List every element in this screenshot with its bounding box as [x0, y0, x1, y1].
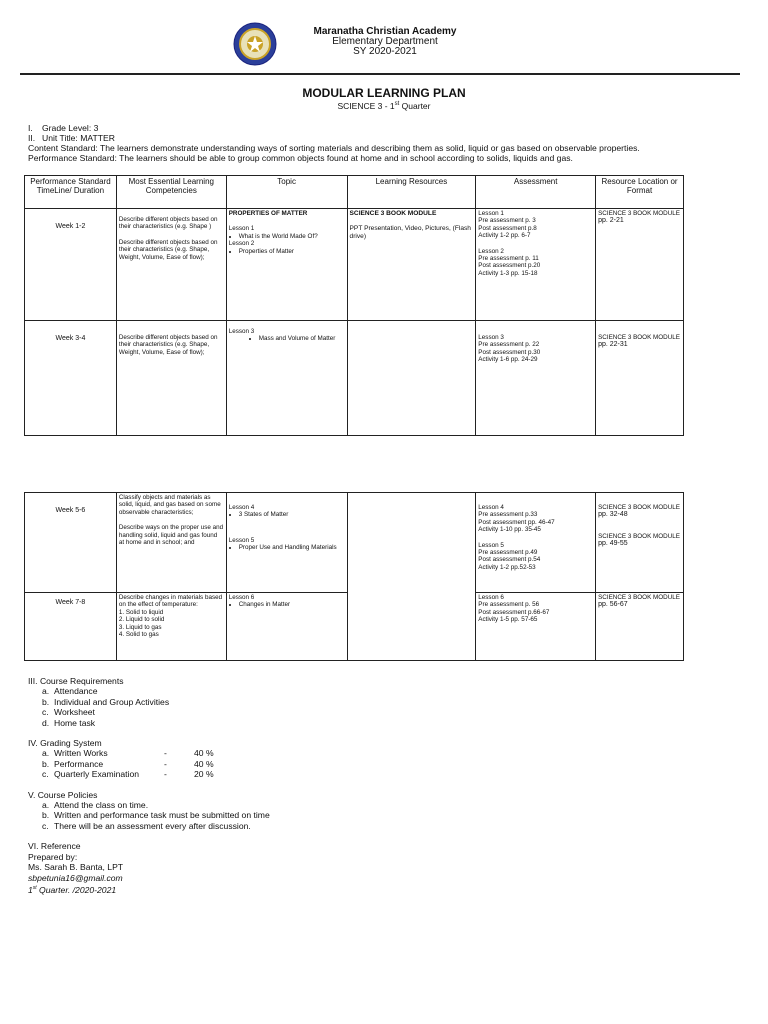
location-cell: SCIENCE 3 BOOK MODULE pp. 22-31 — [596, 321, 684, 436]
plan-title: MODULAR LEARNING PLAN — [302, 86, 466, 100]
assessment-cell: Lesson 6 Pre assessment p. 56 Post assessment p.66-67 Activity 1-5 pp. 57-65 — [476, 593, 596, 661]
week-label: Week 3-4 — [25, 321, 117, 436]
course-details — [28, 676, 270, 905]
competency-cell: Describe different objects based on their characteristics (e.g. Shape ) Describe different objects based on their characteristics (e.g. Shape, Weight, Volume, Ease of flow); — [116, 209, 226, 321]
header-topic: Topic — [226, 176, 347, 209]
school-year: SY 2020-2021 — [353, 46, 417, 57]
course-policies: V. Course Policies a. Attend the class on time. b. Written and performance task must be submitted on time c. There will be an assessment every after discussion. — [28, 789, 270, 831]
week-label: Week 5-6 — [25, 493, 117, 593]
table-header-row — [25, 176, 684, 209]
week-label: Week 7-8 — [25, 593, 117, 661]
school-name: Maranatha Christian Academy — [313, 26, 457, 37]
content-standard: Content Standard: The learners demonstrate understanding ways of sorting materials and describing them as solid, liquid or gas based on observable properties. — [28, 143, 640, 153]
resources-cell — [347, 493, 476, 661]
grade-level: Grade Level: 3 — [42, 123, 99, 133]
header-competencies: Most Essential Learning Competencies — [116, 176, 226, 209]
assessment-cell: Lesson 4 Pre assessment p.33 Post assessment pp. 46-47 Activity 1-10 pp. 35-45 Lesson 5 Pre assessment p.49 Post assessment p.54 Activity 1-2 pp.52-53 — [476, 493, 596, 593]
header-performance: Performance Standard TimeLine/ Duration — [25, 176, 117, 209]
table-row — [25, 493, 684, 593]
header-assessment: Assessment — [476, 176, 596, 209]
topic-cell: Lesson 3 • Mass and Volume of Matter — [226, 321, 347, 436]
department: Elementary Department — [332, 36, 438, 47]
reference-section: VI. Reference Prepared by: Ms. Sarah B. Banta, LPT sbpetunia16@gmail.com 1st Quarter. /2020-2021 — [28, 841, 270, 895]
author-email: sbpetunia16@gmail.com — [28, 872, 123, 883]
location-cell: SCIENCE 3 BOOK MODULE pp. 2-21 — [596, 209, 684, 321]
competency-cell: Describe different objects based on their characteristics (e.g. Shape, Weight, Volume, Ease of flow); — [116, 321, 226, 436]
assessment-cell: Lesson 1 Pre assessment p. 3 Post assessment p.8 Activity 1-2 pp. 6-7 Lesson 2 Pre assessment p. 11 Post assessment p.20 Activity 1-3 pp. 15-18 — [476, 209, 596, 321]
location-cell: SCIENCE 3 BOOK MODULE pp. 32-48 SCIENCE 3 BOOK MODULE pp. 49-55 — [596, 493, 684, 593]
competency-cell: Classify objects and materials as solid, liquid, and gas based on some observable characteristics; Describe ways on the proper use and handling solid, liquid and gas found at home and in school; and — [116, 493, 226, 593]
quarter-footer: 1st Quarter. /2020-2021 — [28, 884, 117, 895]
topic-cell: Lesson 6 • Changes in Matter — [226, 593, 347, 661]
header-divider — [20, 73, 740, 75]
learning-plan-table-2 — [24, 492, 684, 661]
table-row — [25, 209, 684, 321]
grading-system: IV. Grading System a. Written Works - 40 % b. Performance - 40 % c. Quarterly Examination - 20 % — [28, 738, 214, 780]
course-requirements: III. Course Requirements a. Attendance b. Individual and Group Activities c. Worksheet d. Home task — [28, 676, 170, 728]
learning-plan-table-1 — [24, 175, 684, 436]
unit-title: Unit Title: MATTER — [42, 133, 115, 143]
header-resources: Learning Resources — [347, 176, 476, 209]
resources-cell — [347, 321, 476, 436]
competency-cell: Describe changes in materials based on the effect of temperature: 1. Solid to liquid 2. Liquid to solid 3. Liquid to gas 4. Solid to gas — [116, 593, 226, 661]
table-row — [25, 321, 684, 436]
performance-standard: Performance Standard: The learners should be able to group common objects found at home and in school according to solids, liquids and gas. — [28, 153, 573, 163]
week-label: Week 1-2 — [25, 209, 117, 321]
header-location: Resource Location or Format — [596, 176, 684, 209]
prepared-by: Prepared by: — [28, 851, 78, 862]
school-header — [240, 27, 530, 57]
location-cell: SCIENCE 3 BOOK MODULE pp. 56-67 — [596, 593, 684, 661]
topic-cell: PROPERTIES OF MATTER Lesson 1 • What is the World Made Of? Lesson 2 • Properties of Matter — [226, 209, 347, 321]
resources-cell: SCIENCE 3 BOOK MODULE PPT Presentation, Video, Pictures, (Flash drive) — [347, 209, 476, 321]
assessment-cell: Lesson 3 Pre assessment p. 22 Post assessment p.30 Activity 1-6 pp. 24-29 — [476, 321, 596, 436]
topic-cell: Lesson 4 • 3 States of Matter Lesson 5 • Proper Use and Handling Materials — [226, 493, 347, 593]
plan-subtitle: SCIENCE 3 - 1st Quarter — [337, 101, 431, 111]
unit-info: I. Grade Level: 3 II. Unit Title: MATTER Content Standard: The learners demonstrate understanding ways of sorting materials and describing them as solid, liquid or gas based on observable properties. Performance Standard: The learners should be able to group common objects found at home and in school according to solids, liquids and gas. — [28, 123, 640, 163]
author-name: Ms. Sarah B. Banta, LPT — [28, 862, 124, 873]
